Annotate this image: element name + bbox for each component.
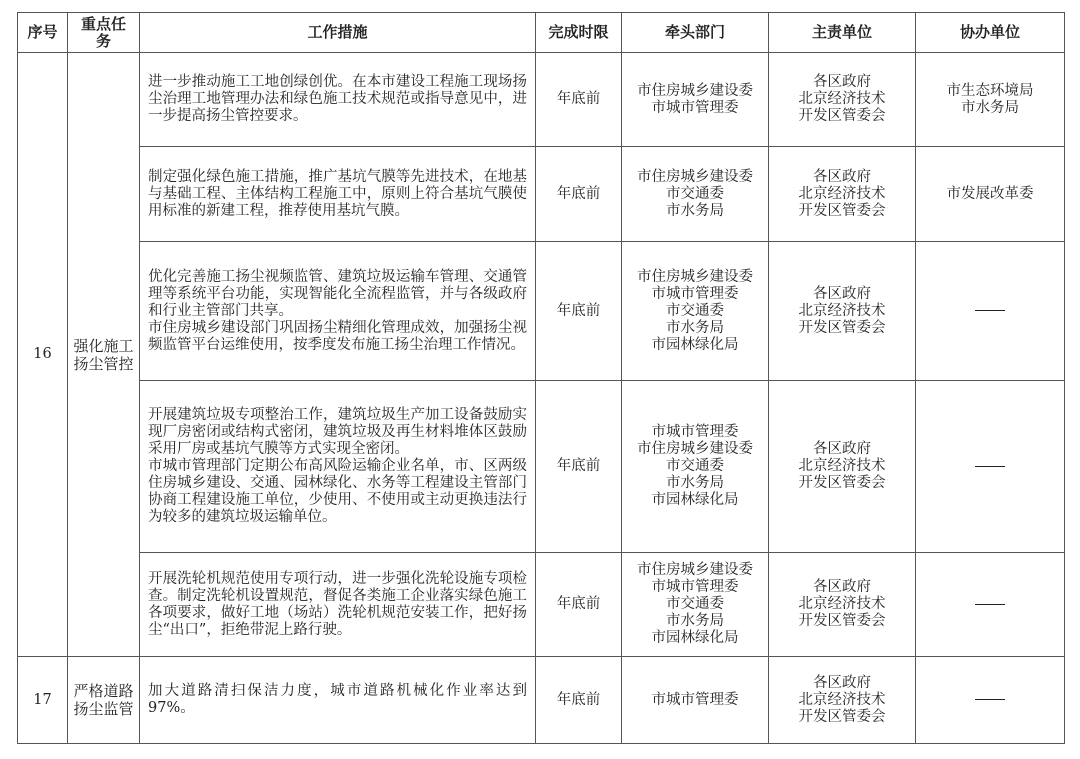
lead-department-name: 市水务局 (666, 319, 724, 336)
measure-paragraph: 开展建筑垃圾专项整治工作，建筑垃圾生产加工设备鼓励实现厂房密闭或结构式密闭，建筑垃圾及再生材料堆体区鼓励采用厂房或基坑气膜等方式实现全密闭。 (148, 407, 527, 457)
lead-department-name: 市城市管理委 (651, 285, 739, 302)
key-task: 强化施工扬尘管控 (68, 53, 140, 657)
main-unit-name: 北京经济技术 (798, 458, 886, 474)
lead-department-name: 市交通委 (666, 596, 724, 612)
lead-department-name: 市住房城乡建设委 (637, 268, 753, 285)
lead-department (622, 147, 769, 242)
main-unit-name: 开发区管委会 (798, 202, 886, 219)
header-row (18, 13, 1065, 53)
lead-department (622, 53, 769, 147)
empty-dash (975, 310, 1005, 311)
main-unit-name: 各区政府 (813, 441, 871, 457)
table-row (18, 242, 1065, 381)
main-unit (769, 147, 916, 242)
row-number: 17 (18, 657, 68, 744)
key-task: 严格道路扬尘监管 (68, 657, 140, 744)
work-measures (140, 147, 536, 242)
measure-paragraph: 开展洗轮机规范使用专项行动，进一步强化洗轮设施专项检查。制定洗轮机设置规范，督促各类施工企业落实绿色施工各项要求，做好工地（场站）洗轮机规范安装工作，把好扬尘“出口”，拒绝带泥上路行驶。 (148, 570, 527, 638)
measure-paragraph: 市城市管理部门定期公布高风险运输企业名单，市、区两级住房城乡建设、交通、园林绿化、水务等工程建设主管部门协商工程建设施工单位，少使用、不使用或主动更换违法行为较多的建筑垃圾运输单位。 (148, 458, 527, 525)
main-unit (769, 553, 916, 657)
deadline: 年底前 (536, 147, 622, 242)
empty-dash (975, 466, 1005, 467)
assist-unit (916, 657, 1065, 744)
header-task: 重点任务 (68, 13, 140, 53)
lead-department-name: 市水务局 (666, 613, 724, 629)
main-unit-name: 北京经济技术 (798, 185, 886, 202)
main-unit-name: 各区政府 (813, 579, 871, 595)
work-measures (140, 381, 536, 553)
lead-department (622, 381, 769, 553)
lead-department-name: 市城市管理委 (651, 691, 739, 708)
table-row (18, 553, 1065, 657)
work-measures (140, 242, 536, 381)
main-unit (769, 381, 916, 553)
policy-table-page (17, 12, 1064, 742)
assist-unit-name: 市发展改革委 (946, 185, 1034, 202)
lead-department-name: 市城市管理委 (651, 424, 739, 440)
lead-department-name: 市交通委 (666, 185, 724, 202)
assist-unit (916, 242, 1065, 381)
lead-department-name: 市园林绿化局 (651, 492, 739, 508)
main-unit (769, 657, 916, 744)
lead-department-name: 市住房城乡建设委 (637, 441, 753, 457)
assist-unit-name: 市生态环境局 (946, 82, 1034, 99)
row-number: 16 (18, 53, 68, 657)
measure-paragraph: 制定强化绿色施工措施，推广基坑气膜等先进技术，在地基与基础工程、主体结构工程施工中，原则上符合基坑气膜使用标准的新建工程，推荐使用基坑气膜。 (148, 168, 527, 219)
table-row (18, 381, 1065, 553)
assist-unit (916, 381, 1065, 553)
main-unit-name: 各区政府 (813, 285, 871, 302)
deadline: 年底前 (536, 657, 622, 744)
assist-unit (916, 147, 1065, 242)
lead-department-name: 市住房城乡建设委 (637, 82, 753, 99)
lead-department-name: 市城市管理委 (651, 579, 739, 595)
main-unit-name: 北京经济技术 (798, 91, 886, 107)
assist-unit (916, 553, 1065, 657)
measure-paragraph: 加大道路清扫保洁力度，城市道路机械化作业率达到97%。 (148, 683, 527, 716)
deadline: 年底前 (536, 242, 622, 381)
lead-department-name: 市园林绿化局 (651, 630, 739, 646)
measures-table (17, 12, 1065, 744)
lead-department-name: 市水务局 (666, 475, 724, 491)
lead-department (622, 553, 769, 657)
lead-department-name: 市交通委 (666, 302, 724, 319)
header-assist-unit: 协办单位 (916, 13, 1065, 53)
lead-department (622, 657, 769, 744)
header-measures: 工作措施 (140, 13, 536, 53)
main-unit-name: 北京经济技术 (798, 302, 886, 319)
table-row (18, 147, 1065, 242)
header-lead-dept: 牵头部门 (622, 13, 769, 53)
header-no: 序号 (18, 13, 68, 53)
measure-paragraph: 进一步推动施工工地创绿创优。在本市建设工程施工现场扬尘治理工地管理办法和绿色施工技术规范或指导意见中，进一步提高扬尘管控要求。 (148, 74, 527, 124)
deadline: 年底前 (536, 553, 622, 657)
assist-unit-name: 市水务局 (961, 99, 1019, 116)
measure-paragraph: 市住房城乡建设部门巩固扬尘精细化管理成效，加强扬尘视频监管平台运维使用，按季度发布施工扬尘治理工作情况。 (148, 319, 527, 353)
deadline: 年底前 (536, 381, 622, 553)
main-unit-name: 开发区管委会 (798, 108, 886, 124)
work-measures (140, 553, 536, 657)
header-main-unit: 主责单位 (769, 13, 916, 53)
main-unit-name: 北京经济技术 (798, 691, 886, 708)
header-deadline: 完成时限 (536, 13, 622, 53)
main-unit-name: 北京经济技术 (798, 596, 886, 612)
main-unit-name: 各区政府 (813, 674, 871, 691)
main-unit-name: 开发区管委会 (798, 475, 886, 491)
work-measures (140, 53, 536, 147)
main-unit-name: 各区政府 (813, 168, 871, 185)
main-unit (769, 53, 916, 147)
main-unit-name: 开发区管委会 (798, 613, 886, 629)
work-measures (140, 657, 536, 744)
lead-department-name: 市园林绿化局 (651, 336, 739, 353)
measure-paragraph: 优化完善施工扬尘视频监管、建筑垃圾运输车管理、交通管理等系统平台功能，实现智能化全流程监管，并与各级政府和行业主管部门共享。 (148, 268, 527, 319)
main-unit-name: 开发区管委会 (798, 708, 886, 725)
deadline: 年底前 (536, 53, 622, 147)
lead-department (622, 242, 769, 381)
main-unit (769, 242, 916, 381)
lead-department-name: 市水务局 (666, 202, 724, 219)
empty-dash (975, 604, 1005, 605)
main-unit-name: 开发区管委会 (798, 319, 886, 336)
lead-department-name: 市住房城乡建设委 (637, 562, 753, 578)
table-row (18, 53, 1065, 147)
main-unit-name: 各区政府 (813, 74, 871, 90)
assist-unit (916, 53, 1065, 147)
lead-department-name: 市交通委 (666, 458, 724, 474)
lead-department-name: 市住房城乡建设委 (637, 168, 753, 185)
table-row (18, 657, 1065, 744)
lead-department-name: 市城市管理委 (651, 99, 739, 116)
empty-dash (975, 699, 1005, 700)
